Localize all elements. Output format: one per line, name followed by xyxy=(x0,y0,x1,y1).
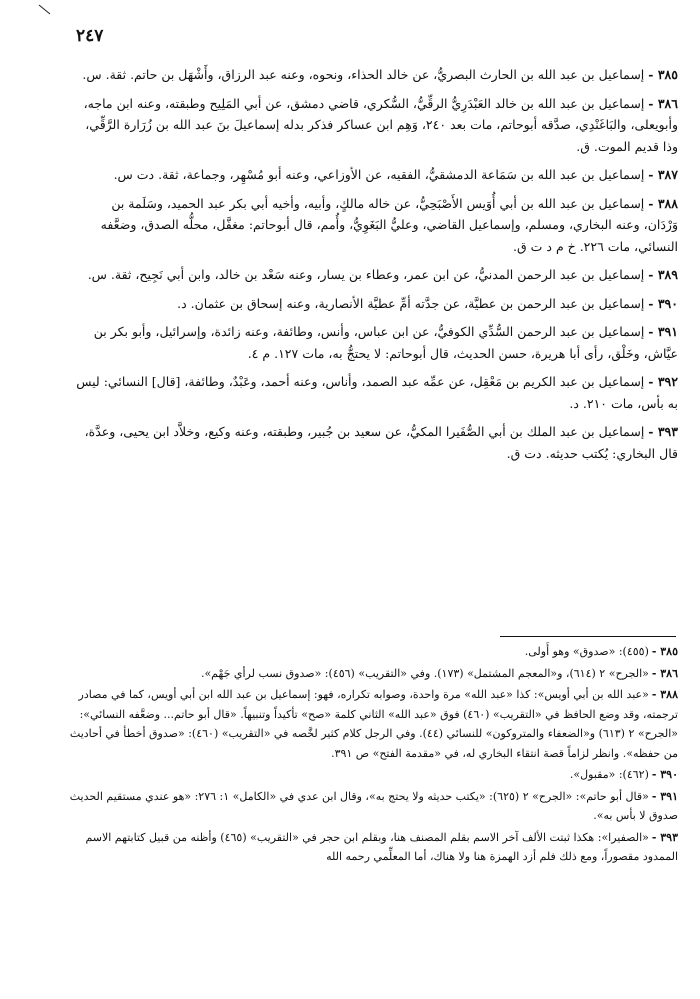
footnotes xyxy=(56,642,678,869)
entry-number: ٣٩٠ - xyxy=(648,295,678,311)
footnote-386 xyxy=(56,664,678,684)
footnote-385 xyxy=(56,642,678,662)
page-number: ٢٤٧ xyxy=(76,26,104,46)
footnote-text: (٤٦٢): «مقبول». xyxy=(569,768,649,781)
entry-385 xyxy=(74,64,678,86)
footnote-text: «الجرح» ٢ (٦١٤)، و«المعجم المشتمل» (١٧٣). وفي «التقريب» (٤٥٦): «صدوق نسب لرأي جَهْم». xyxy=(200,666,649,680)
entry-number: ٣٩١ - xyxy=(648,324,678,339)
footnote-number: ٣٩٣ - xyxy=(651,830,678,844)
footnote-number: ٣٨٦ - xyxy=(651,666,678,680)
footnote-text: (٤٥٥): «صدوق» وهو أَولى. xyxy=(524,645,649,658)
entry-number: ٣٩٢ - xyxy=(648,374,678,389)
entry-text: إسماعيل بن عبد الله بن سَمَاعة الدمشقيُّ، الفقيه، عن الأوزاعي، وعنه أبو مُسْهِر، وجماعة، ثقة. دت س. xyxy=(113,167,645,182)
entry-number: ٣٩٣ - xyxy=(648,424,678,439)
entry-386 xyxy=(74,93,678,158)
footnote-number: ٣٨٨ - xyxy=(651,688,678,701)
entry-number: ٣٨٩ - xyxy=(648,267,678,282)
entry-text: إسماعيل بن عبد الرحمن المدنيُّ، عن ابن عمر، وعطاء بن يسار، وعنه سَعْد بن خالد، وابن أبي نَجِيح، ثقة. س. xyxy=(87,267,645,282)
entry-387 xyxy=(74,164,678,186)
footnote-number: ٣٨٥ - xyxy=(651,645,678,658)
entry-number: ٣٨٦ - xyxy=(648,95,678,111)
entry-393 xyxy=(74,421,678,464)
entry-text: إسماعيل بن عبد الملك بن أبي الصُّفَيرا المكيُّ، عن سعيد بن جُبير، وطبقته، وعنه وكيع، وخلاَّد ابن يحيى، وعدَّة، قال البخاري: يُكتب حديثه. دت ق. xyxy=(84,424,678,461)
page-corner-mark xyxy=(38,4,52,18)
entry-391 xyxy=(74,321,678,364)
entry-388 xyxy=(74,193,678,258)
footnote-388 xyxy=(56,685,678,763)
entry-text: إسماعيل بن عبد الرحمن بن عطيَّة، عن جدَّته أمِّ عطيَّة الأنصارية، وعنه إسحاق بن عثمان. د. xyxy=(177,295,645,311)
footnote-text: «عبد الله بن أبي أويس»: كذا «عبد الله» مرة واحدة، وصوابه تكراره، فهو: إسماعيل بن عبد الله ابن أبي أويس، كما في مصادر ترجمته، وقد وضع الحافظ في «التقريب» (٤٦٠) فوق «عبد الله» الثاني كلمة «صح» تأكيداً وتنبيهاً. «قال أبو حاتم... وضعَّفه النسائي»: «الجرح» ٢ (٦١٣) و«الضعفاء والمتروكون» للنسائي (٤٤). وفي الرجل كلام كثير لخَّصه في «التقريب» (٤٦٠): «صدوق أخطأ في أحاديث من حفظه». وانظر لزاماً قصة انتقاء البخاري له، في «مقدمة الفتح» ص ٣٩١. xyxy=(69,688,678,760)
entry-text: إسماعيل بن عبد الله بن خالد العَبْدَرِيُّ الرقِّيُّ، السُّكري، قاضي دمشق، عن أبي المَلِيح وطبقته، وعنه ابن ماجه، وأبويعلى، والبَاغَنْدِي، صدَّقه أبوحاتم، مات بعد ٢٤٠، وَهِم ابن عساكر فذكر بدله إسماعيلَ بنَ عبد الله بن زُرَارة الرَّقِّي، وذا قديم الموت. ق. xyxy=(83,95,678,154)
entry-text: إسماعيل بن عبد الكريم بن مَعْقِل، عن عمِّه عبد الصمد، وأناس، وعنه أحمد، وعَبْدٌ، وطائفة، [قال] النسائي: ليس به بأس، مات ٢١٠. د. xyxy=(76,374,678,411)
footnote-text: «الصفيرا»: هكذا ثبتت الألف آخر الاسم بقلم المصنف هنا، وبقلم ابن حجر في «التقريب» (٤٦٥) وأظنه من قبيل كتابتهم الاسم الممدود مقصوراً، ومع ذلك فلم أزد الهمزة هنا ولا هناك، أما المعلِّمي رحمه الله xyxy=(85,830,678,863)
entry-text: إسماعيل بن عبد الله بن الحارث البصريُّ، عن خالد الحذاء، ونحوه، وعنه عبد الرزاق، وأَشْهَل بن حاتم. ثقة. س. xyxy=(82,67,645,82)
entry-number: ٣٨٥ - xyxy=(648,67,678,82)
entry-number: ٣٨٨ - xyxy=(648,195,678,211)
footnote-393 xyxy=(56,828,678,867)
entry-389 xyxy=(74,264,678,286)
entry-392 xyxy=(74,371,678,414)
footnote-391 xyxy=(56,787,678,826)
main-text xyxy=(74,64,678,471)
entry-text: إسماعيل بن عبد الله بن أبي أُوَيس الأَصْبَحِيُّ، عن خاله مالكٍ، وأبيه، وأخيه أبي بكر عبد الحميد، وسَلَمة بن وَرْدَان، وعنه البخاري، ومسلم، وإسماعيل القاضي، وعليُّ البَغَوِيُّ، وأُمم، قال أبوحاتم: مغفَّل، محلُّه الصدق، وضعَّفه النسائي، مات ٢٢٦. خ م د ت ق. xyxy=(100,195,678,254)
footnote-390 xyxy=(56,765,678,785)
footnote-text: «قال أبو حاتم»: «الجرح» ٢ (٦٢٥): «يكتب حديثه ولا يحتج به»، وقال ابن عدي في «الكامل» ١: ٢٧٦: «هو عندي مستقيم الحديث صدوق لا بأس به». xyxy=(69,789,678,822)
entry-390 xyxy=(74,293,678,315)
entry-number: ٣٨٧ - xyxy=(648,167,678,182)
footnote-number: ٣٩١ - xyxy=(651,789,678,803)
footnote-divider xyxy=(500,636,676,637)
footnote-number: ٣٩٠ - xyxy=(651,768,678,781)
entry-text: إسماعيل بن عبد الرحمن السُّدِّي الكوفيُّ، عن ابن عباس، وأنس، وطائفة، وعنه زائدة، وإسرائيل، وأبو بكر بن عيَّاش، وخَلْق، رأى أبا هريرة، حسن الحديث، قال أبوحاتم: لا يحتجُّ به، مات ١٢٧. م ٤. xyxy=(93,324,678,361)
